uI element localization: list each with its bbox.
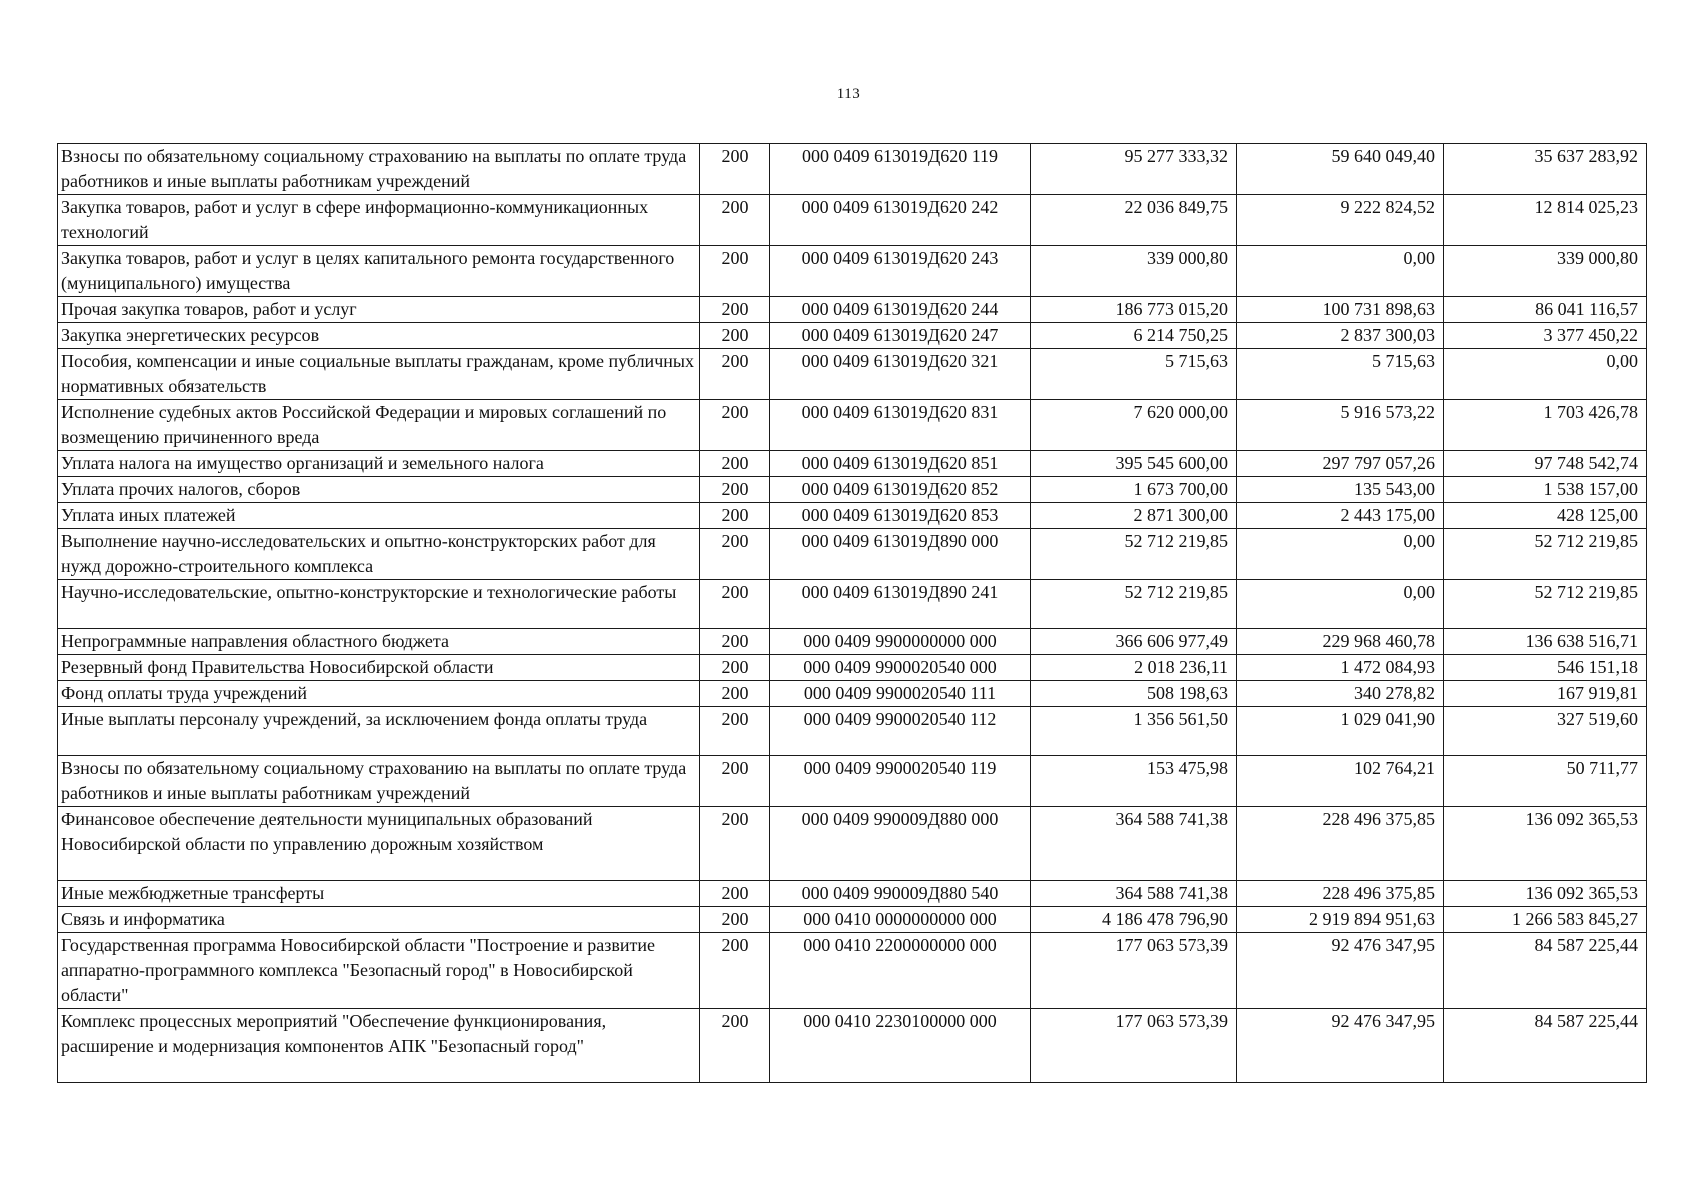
row-name: Непрограммные направления областного бюджета <box>58 629 700 655</box>
row-unexecuted-amount: 52 712 219,85 <box>1444 580 1647 629</box>
row-code: 200 <box>700 580 770 629</box>
row-executed-amount: 297 797 057,26 <box>1237 451 1444 477</box>
row-name: Уплата прочих налогов, сборов <box>58 477 700 503</box>
row-executed-amount: 340 278,82 <box>1237 681 1444 707</box>
row-classification-code: 000 0410 0000000000 000 <box>770 907 1031 933</box>
row-code: 200 <box>700 297 770 323</box>
row-approved-amount: 364 588 741,38 <box>1031 807 1237 881</box>
table-row <box>58 529 1647 580</box>
row-approved-amount: 186 773 015,20 <box>1031 297 1237 323</box>
row-executed-amount: 92 476 347,95 <box>1237 1009 1444 1083</box>
row-executed-amount: 5 715,63 <box>1237 349 1444 400</box>
table-row <box>58 681 1647 707</box>
table-row <box>58 349 1647 400</box>
table-row <box>58 756 1647 807</box>
row-classification-code: 000 0409 613019Д890 000 <box>770 529 1031 580</box>
row-unexecuted-amount: 84 587 225,44 <box>1444 1009 1647 1083</box>
table-row <box>58 477 1647 503</box>
row-executed-amount: 2 837 300,03 <box>1237 323 1444 349</box>
row-executed-amount: 2 919 894 951,63 <box>1237 907 1444 933</box>
row-executed-amount: 2 443 175,00 <box>1237 503 1444 529</box>
row-unexecuted-amount: 52 712 219,85 <box>1444 529 1647 580</box>
row-classification-code: 000 0409 613019Д620 247 <box>770 323 1031 349</box>
row-name: Научно-исследовательские, опытно-конструкторские и технологические работы <box>58 580 700 629</box>
row-approved-amount: 52 712 219,85 <box>1031 580 1237 629</box>
row-code: 200 <box>700 503 770 529</box>
table-row <box>58 707 1647 756</box>
row-name: Фонд оплаты труда учреждений <box>58 681 700 707</box>
row-code: 200 <box>700 655 770 681</box>
budget-execution-table <box>57 143 1647 1083</box>
row-name: Взносы по обязательному социальному страхованию на выплаты по оплате труда работников и иные выплаты работникам учреждений <box>58 756 700 807</box>
row-code: 200 <box>700 400 770 451</box>
row-executed-amount: 0,00 <box>1237 529 1444 580</box>
row-name: Комплекс процессных мероприятий "Обеспечение функционирования, расширение и модернизация компонентов АПК "Безопасный город" <box>58 1009 700 1083</box>
table-row <box>58 1009 1647 1083</box>
row-name: Резервный фонд Правительства Новосибирской области <box>58 655 700 681</box>
row-classification-code: 000 0410 2200000000 000 <box>770 933 1031 1009</box>
row-executed-amount: 228 496 375,85 <box>1237 881 1444 907</box>
row-classification-code: 000 0409 9900020540 112 <box>770 707 1031 756</box>
row-approved-amount: 4 186 478 796,90 <box>1031 907 1237 933</box>
row-approved-amount: 339 000,80 <box>1031 246 1237 297</box>
row-unexecuted-amount: 0,00 <box>1444 349 1647 400</box>
row-code: 200 <box>700 349 770 400</box>
row-name: Взносы по обязательному социальному страхованию на выплаты по оплате труда работников и иные выплаты работникам учреждений <box>58 144 700 195</box>
row-executed-amount: 1 029 041,90 <box>1237 707 1444 756</box>
row-approved-amount: 395 545 600,00 <box>1031 451 1237 477</box>
row-classification-code: 000 0409 9900000000 000 <box>770 629 1031 655</box>
table-row <box>58 144 1647 195</box>
row-classification-code: 000 0409 613019Д620 119 <box>770 144 1031 195</box>
row-approved-amount: 364 588 741,38 <box>1031 881 1237 907</box>
row-approved-amount: 6 214 750,25 <box>1031 323 1237 349</box>
row-classification-code: 000 0410 2230100000 000 <box>770 1009 1031 1083</box>
row-classification-code: 000 0409 613019Д620 244 <box>770 297 1031 323</box>
row-classification-code: 000 0409 9900020540 119 <box>770 756 1031 807</box>
row-unexecuted-amount: 12 814 025,23 <box>1444 195 1647 246</box>
row-unexecuted-amount: 50 711,77 <box>1444 756 1647 807</box>
table-row <box>58 907 1647 933</box>
row-name: Уплата иных платежей <box>58 503 700 529</box>
table-row <box>58 807 1647 881</box>
row-classification-code: 000 0409 613019Д620 243 <box>770 246 1031 297</box>
page-number: 113 <box>836 86 861 102</box>
row-unexecuted-amount: 546 151,18 <box>1444 655 1647 681</box>
row-classification-code: 000 0409 613019Д620 851 <box>770 451 1031 477</box>
row-name: Выполнение научно-исследовательских и опытно-конструкторских работ для нужд дорожно-строительного комплекса <box>58 529 700 580</box>
row-executed-amount: 0,00 <box>1237 246 1444 297</box>
row-unexecuted-amount: 1 538 157,00 <box>1444 477 1647 503</box>
row-code: 200 <box>700 629 770 655</box>
row-executed-amount: 59 640 049,40 <box>1237 144 1444 195</box>
table-row <box>58 323 1647 349</box>
row-code: 200 <box>700 477 770 503</box>
row-unexecuted-amount: 35 637 283,92 <box>1444 144 1647 195</box>
row-name: Закупка товаров, работ и услуг в сфере информационно-коммуникационных технологий <box>58 195 700 246</box>
row-executed-amount: 5 916 573,22 <box>1237 400 1444 451</box>
table-row <box>58 503 1647 529</box>
row-approved-amount: 1 356 561,50 <box>1031 707 1237 756</box>
row-classification-code: 000 0409 990009Д880 000 <box>770 807 1031 881</box>
table-row <box>58 629 1647 655</box>
row-name: Пособия, компенсации и иные социальные выплаты гражданам, кроме публичных нормативных обязательств <box>58 349 700 400</box>
row-code: 200 <box>700 881 770 907</box>
row-approved-amount: 52 712 219,85 <box>1031 529 1237 580</box>
row-approved-amount: 95 277 333,32 <box>1031 144 1237 195</box>
row-code: 200 <box>700 907 770 933</box>
row-unexecuted-amount: 84 587 225,44 <box>1444 933 1647 1009</box>
row-executed-amount: 102 764,21 <box>1237 756 1444 807</box>
row-name: Закупка энергетических ресурсов <box>58 323 700 349</box>
row-classification-code: 000 0409 9900020540 000 <box>770 655 1031 681</box>
row-classification-code: 000 0409 990009Д880 540 <box>770 881 1031 907</box>
row-approved-amount: 153 475,98 <box>1031 756 1237 807</box>
row-executed-amount: 228 496 375,85 <box>1237 807 1444 881</box>
table-row <box>58 246 1647 297</box>
row-approved-amount: 1 673 700,00 <box>1031 477 1237 503</box>
row-approved-amount: 177 063 573,39 <box>1031 933 1237 1009</box>
row-code: 200 <box>700 451 770 477</box>
row-executed-amount: 9 222 824,52 <box>1237 195 1444 246</box>
row-name: Связь и информатика <box>58 907 700 933</box>
row-classification-code: 000 0409 613019Д620 852 <box>770 477 1031 503</box>
row-approved-amount: 177 063 573,39 <box>1031 1009 1237 1083</box>
row-code: 200 <box>700 807 770 881</box>
row-code: 200 <box>700 1009 770 1083</box>
table-row <box>58 451 1647 477</box>
row-executed-amount: 92 476 347,95 <box>1237 933 1444 1009</box>
row-name: Уплата налога на имущество организаций и земельного налога <box>58 451 700 477</box>
row-unexecuted-amount: 136 092 365,53 <box>1444 807 1647 881</box>
table-row <box>58 400 1647 451</box>
table-body <box>58 144 1647 1083</box>
row-unexecuted-amount: 428 125,00 <box>1444 503 1647 529</box>
table-row <box>58 195 1647 246</box>
table-row <box>58 580 1647 629</box>
row-executed-amount: 0,00 <box>1237 580 1444 629</box>
row-unexecuted-amount: 167 919,81 <box>1444 681 1647 707</box>
row-code: 200 <box>700 195 770 246</box>
row-classification-code: 000 0409 613019Д620 242 <box>770 195 1031 246</box>
row-classification-code: 000 0409 613019Д620 321 <box>770 349 1031 400</box>
row-approved-amount: 366 606 977,49 <box>1031 629 1237 655</box>
table-row <box>58 655 1647 681</box>
row-code: 200 <box>700 933 770 1009</box>
row-approved-amount: 2 871 300,00 <box>1031 503 1237 529</box>
row-unexecuted-amount: 136 092 365,53 <box>1444 881 1647 907</box>
row-name: Исполнение судебных актов Российской Федерации и мировых соглашений по возмещению причиненного вреда <box>58 400 700 451</box>
row-approved-amount: 5 715,63 <box>1031 349 1237 400</box>
row-unexecuted-amount: 86 041 116,57 <box>1444 297 1647 323</box>
row-name: Государственная программа Новосибирской области "Построение и развитие аппаратно-программного комплекса "Безопасный город" в Новосибирской области" <box>58 933 700 1009</box>
row-code: 200 <box>700 246 770 297</box>
row-classification-code: 000 0409 9900020540 111 <box>770 681 1031 707</box>
table-row <box>58 933 1647 1009</box>
row-unexecuted-amount: 3 377 450,22 <box>1444 323 1647 349</box>
row-executed-amount: 100 731 898,63 <box>1237 297 1444 323</box>
row-approved-amount: 508 198,63 <box>1031 681 1237 707</box>
row-approved-amount: 7 620 000,00 <box>1031 400 1237 451</box>
row-executed-amount: 135 543,00 <box>1237 477 1444 503</box>
row-approved-amount: 2 018 236,11 <box>1031 655 1237 681</box>
row-name: Закупка товаров, работ и услуг в целях капитального ремонта государственного (муниципального) имущества <box>58 246 700 297</box>
row-unexecuted-amount: 1 703 426,78 <box>1444 400 1647 451</box>
row-unexecuted-amount: 339 000,80 <box>1444 246 1647 297</box>
row-unexecuted-amount: 136 638 516,71 <box>1444 629 1647 655</box>
row-unexecuted-amount: 1 266 583 845,27 <box>1444 907 1647 933</box>
table-row <box>58 881 1647 907</box>
row-approved-amount: 22 036 849,75 <box>1031 195 1237 246</box>
row-unexecuted-amount: 327 519,60 <box>1444 707 1647 756</box>
row-name: Прочая закупка товаров, работ и услуг <box>58 297 700 323</box>
row-name: Иные межбюджетные трансферты <box>58 881 700 907</box>
row-name: Финансовое обеспечение деятельности муниципальных образований Новосибирской области по управлению дорожным хозяйством <box>58 807 700 881</box>
row-code: 200 <box>700 529 770 580</box>
row-executed-amount: 229 968 460,78 <box>1237 629 1444 655</box>
row-classification-code: 000 0409 613019Д890 241 <box>770 580 1031 629</box>
row-name: Иные выплаты персоналу учреждений, за исключением фонда оплаты труда <box>58 707 700 756</box>
row-code: 200 <box>700 756 770 807</box>
row-code: 200 <box>700 707 770 756</box>
row-code: 200 <box>700 681 770 707</box>
row-unexecuted-amount: 97 748 542,74 <box>1444 451 1647 477</box>
row-classification-code: 000 0409 613019Д620 831 <box>770 400 1031 451</box>
row-code: 200 <box>700 144 770 195</box>
row-code: 200 <box>700 323 770 349</box>
row-classification-code: 000 0409 613019Д620 853 <box>770 503 1031 529</box>
row-executed-amount: 1 472 084,93 <box>1237 655 1444 681</box>
table-row <box>58 297 1647 323</box>
